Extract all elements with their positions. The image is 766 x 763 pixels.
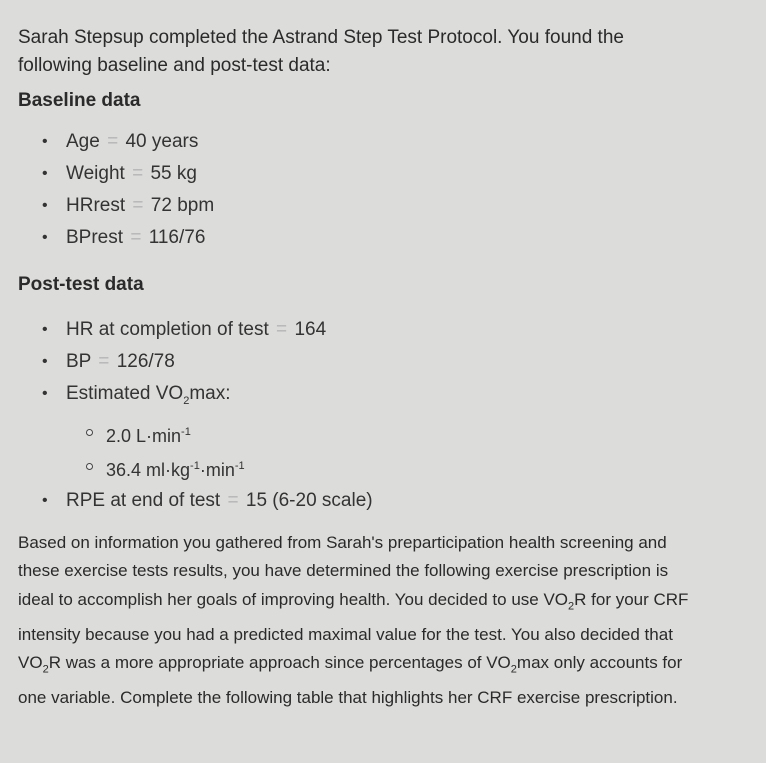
baseline-heading: Baseline data bbox=[18, 90, 141, 111]
vo2-sublist bbox=[66, 417, 746, 485]
baseline-list bbox=[18, 126, 746, 254]
list-item: • Weight = 55 kg bbox=[42, 158, 746, 190]
list-item: 2.0 $L\cdot\min^{-1}$ bbox=[84, 417, 746, 451]
posttest-heading: Post-test data bbox=[18, 274, 144, 295]
list-item: • BPrest = 116/76 bbox=[42, 222, 746, 254]
list-item: • BP = 126/78 bbox=[42, 346, 746, 378]
intro-text: Sarah Stepsup completed the Astrand Step Test Protocol. You found the following baseline and post-test data: bbox=[18, 27, 624, 76]
list-item: • Age = 40 years bbox=[42, 126, 746, 158]
closing-paragraph: Based on information you gathered from Sarah's preparticipation health screening and these exercise tests results, you have determined the following exercise prescription is ideal to accomplish her goals of improving health. You decided to use $VO_2R$ for your CRF intensity because you had a predicted maximal value for the test. You also decided that $VO_2R$ was a more appropriate approach since percentages of $VO_2\max$ only accounts for one variable. Complete the following table that highlights her CRF exercise prescription. bbox=[18, 532, 689, 708]
list-item: 36.4 $ml\cdot kg^{-1}\cdot\min^{-1}$ bbox=[84, 451, 746, 485]
list-item: • RPE at end of test = 15 (6-20 scale) bbox=[42, 485, 746, 517]
posttest-list bbox=[18, 314, 746, 517]
list-item: • HRrest = 72 bpm bbox=[42, 190, 746, 222]
list-item: • Estimated $VO_2\max$: 2.0 $L\cdot\min^{-1}$ 36.4 $ml\cdot kg^{-1}\cdot\min^{-1}$ bbox=[42, 378, 746, 485]
list-item: • HR at completion of test = 164 bbox=[42, 314, 746, 346]
